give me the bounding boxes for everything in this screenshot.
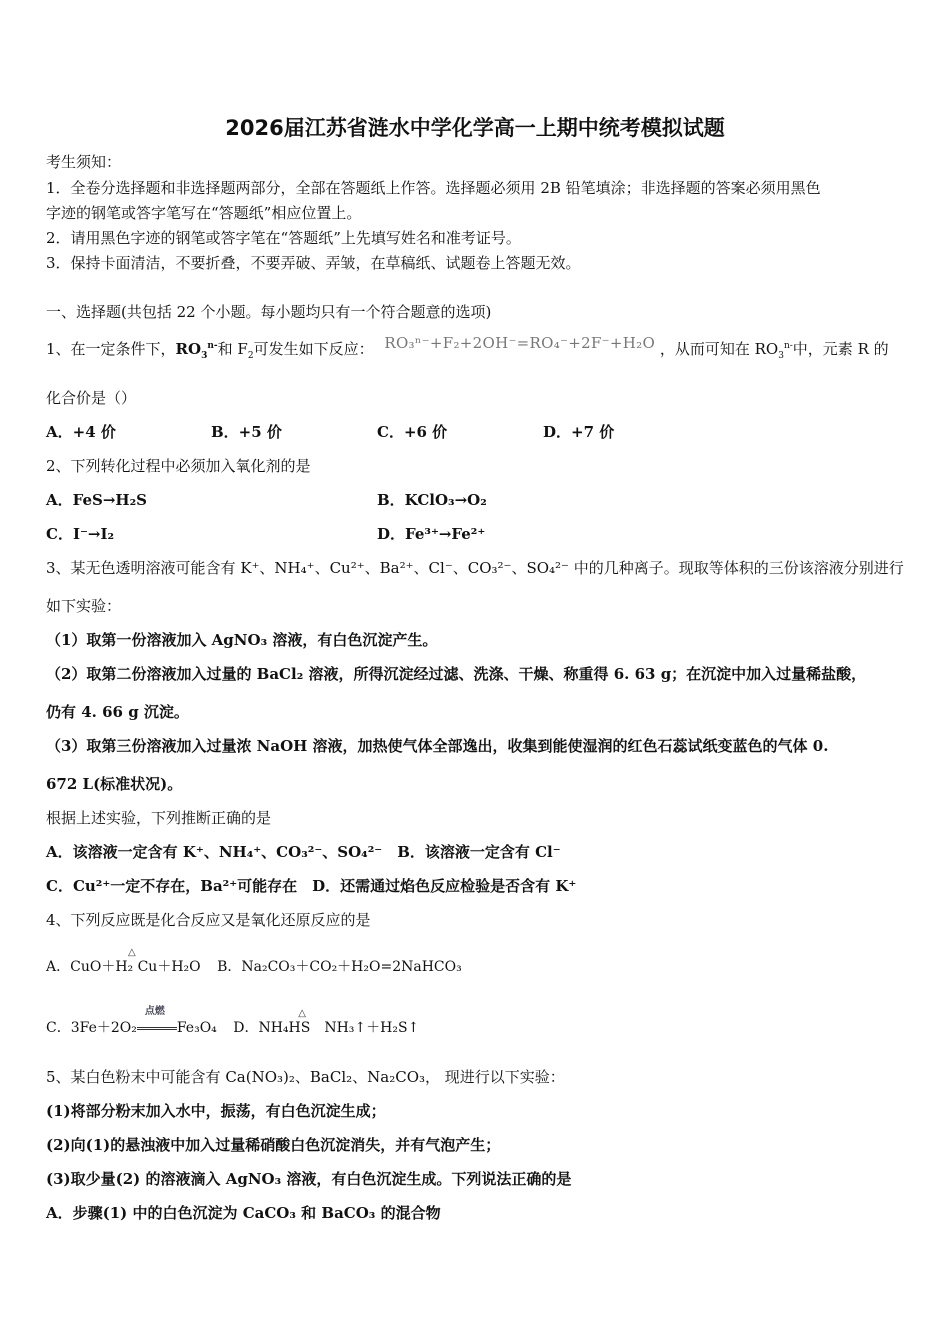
q1-and-f2: 和 F	[217, 340, 248, 358]
heat-symbol-d: △	[298, 1008, 306, 1019]
reaction-line	[137, 1027, 177, 1030]
q3-options-cd: C．Cu²⁺一定不存在，Ba²⁺可能存在 D．还需通过焰色反应检验是否含有 K⁺	[46, 877, 577, 895]
q5-stem: 5、某白色粉末中可能含有 Ca(NO₃)₂、BaCl₂、Na₂CO₃， 现进行以下实验：	[46, 1068, 565, 1086]
section-heading: 一、选择题(共包括 22 个小题。每小题均只有一个符合题意的选项)	[46, 303, 492, 321]
q1-stem: 1、在一定条件下，$RO_3^{n-}$和 $F_2$可发生如下反应： RO₃ⁿ⁻+F₂+2OH⁻=RO₄⁻+2F⁻+H₂O ，从而可知在 $RO_3^{n-}$中，元素 R 的	[46, 334, 889, 361]
q1-stem-end: 化合价是（）	[46, 389, 137, 407]
q2-stem: 2、下列转化过程中必须加入氧化剂的是	[46, 457, 311, 475]
q4-option-c-right: Fe₃O₄	[176, 1020, 217, 1036]
q5-step-3: (3)取少量(2) 的溶液滴入 AgNO₃ 溶液，有白色沉淀生成。下列说法正确的是	[46, 1170, 572, 1188]
q3-experiment-3-cont: 672 L(标准状况)。	[46, 775, 183, 793]
q4-option-d: △ D．NH₄HS NH₃↑＋H₂S↑	[233, 1018, 419, 1038]
q4-options-ab	[46, 947, 462, 977]
q2-option-d: D．Fe³⁺→Fe²⁺	[377, 525, 486, 543]
notice-item-1-cont: 字迹的钢笔或答字笔写在“答题纸”相应位置上。	[46, 204, 362, 222]
q2-option-b: B．KClO₃→O₂	[377, 491, 487, 509]
notice-item-2: 2．请用黑色字迹的钢笔或答字笔在“答题纸”上先填写姓名和准考证号。	[46, 229, 521, 247]
q4-option-c-left: C．3Fe＋2O₂	[46, 1020, 137, 1036]
q5-option-a: A．步骤(1) 中的白色沉淀为 CaCO₃ 和 BaCO₃ 的混合物	[46, 1204, 441, 1222]
notice-heading: 考生须知：	[46, 153, 122, 171]
q3-stem-cont: 如下实验：	[46, 597, 122, 615]
q3-question: 根据上述实验，下列推断正确的是	[46, 809, 272, 827]
q3-options-ab: A．该溶液一定含有 K⁺、NH₄⁺、CO₃²⁻、SO₄²⁻ B．该溶液一定含有 Cl⁻	[46, 843, 561, 861]
q1-option-b: B．+5 价	[211, 423, 282, 441]
q3-experiment-2-cont: 仍有 4. 66 g 沉淀。	[46, 703, 189, 721]
notice-item-1: 1．全卷分选择题和非选择题两部分，全部在答题纸上作答。选择题必须用 2B 铅笔填涂；非选择题的答案必须用黑色	[46, 179, 821, 197]
q4-options-cd	[46, 1006, 420, 1038]
q1-option-c: C．+6 价	[377, 423, 448, 441]
q1-option-a: A．+4 价	[46, 423, 116, 441]
page-title: 2026届江苏省涟水中学化学高一上期中统考模拟试题	[225, 116, 725, 140]
q4-stem: 4、下列反应既是化合反应又是氧化还原反应的是	[46, 911, 371, 929]
q3-stem: 3、某无色透明溶液可能含有 K⁺、NH₄⁺、Cu²⁺、Ba²⁺、Cl⁻、CO₃²⁻、SO₄²⁻ 中的几种离子。现取等体积的三份该溶液分别进行	[46, 559, 904, 577]
q2-option-a: A．FeS→H₂S	[46, 491, 147, 509]
q5-step-2: (2)向(1)的悬浊液中加入过量稀硝酸白色沉淀消失，并有气泡产生；	[46, 1136, 501, 1154]
q3-experiment-3: （3）取第三份溶液加入过量浓 NaOH 溶液，加热使气体全部逸出，收集到能使湿润的红色石蕊试纸变蓝色的气体 0.	[46, 737, 829, 755]
heat-symbol: △	[128, 947, 136, 958]
q1-equation: RO₃ⁿ⁻+F₂+2OH⁻=RO₄⁻+2F⁻+H₂O	[384, 334, 656, 352]
q4-option-a: △ A．CuO＋H₂ Cu＋H₂O	[46, 957, 201, 977]
q3-experiment-1: （1）取第一份溶液加入 AgNO₃ 溶液，有白色沉淀产生。	[46, 631, 438, 649]
notice-item-3: 3．保持卡面清洁，不要折叠，不要弄破、弄皱，在草稿纸、试题卷上答题无效。	[46, 254, 581, 272]
q2-option-c: C．I⁻→I₂	[46, 525, 115, 543]
q1-stem-b: 可发生如下反应：	[253, 340, 374, 358]
q4-option-c-arrow	[137, 1006, 177, 1038]
q3-experiment-2: （2）取第二份溶液加入过量的 BaCl₂ 溶液，所得沉淀经过滤、洗涤、干燥、称重得 6. 63 g；在沉淀中加入过量稀盐酸，	[46, 665, 867, 683]
q1-ro3: $RO_3^{n-}$	[175, 340, 218, 361]
q1-stem-a: 1、在一定条件下，	[46, 340, 176, 358]
q1-stem-d: 中，元素 R 的	[792, 340, 889, 358]
q1-stem-c: ，从而可知在 RO	[659, 340, 779, 358]
ignite-label: 点燃	[144, 1006, 165, 1017]
q4-option-b: B．Na₂CO₃＋CO₂＋H₂O=2NaHCO₃	[217, 959, 462, 975]
q1-option-d: D．+7 价	[543, 423, 615, 441]
q5-step-1: (1)将部分粉末加入水中，振荡，有白色沉淀生成；	[46, 1102, 386, 1120]
